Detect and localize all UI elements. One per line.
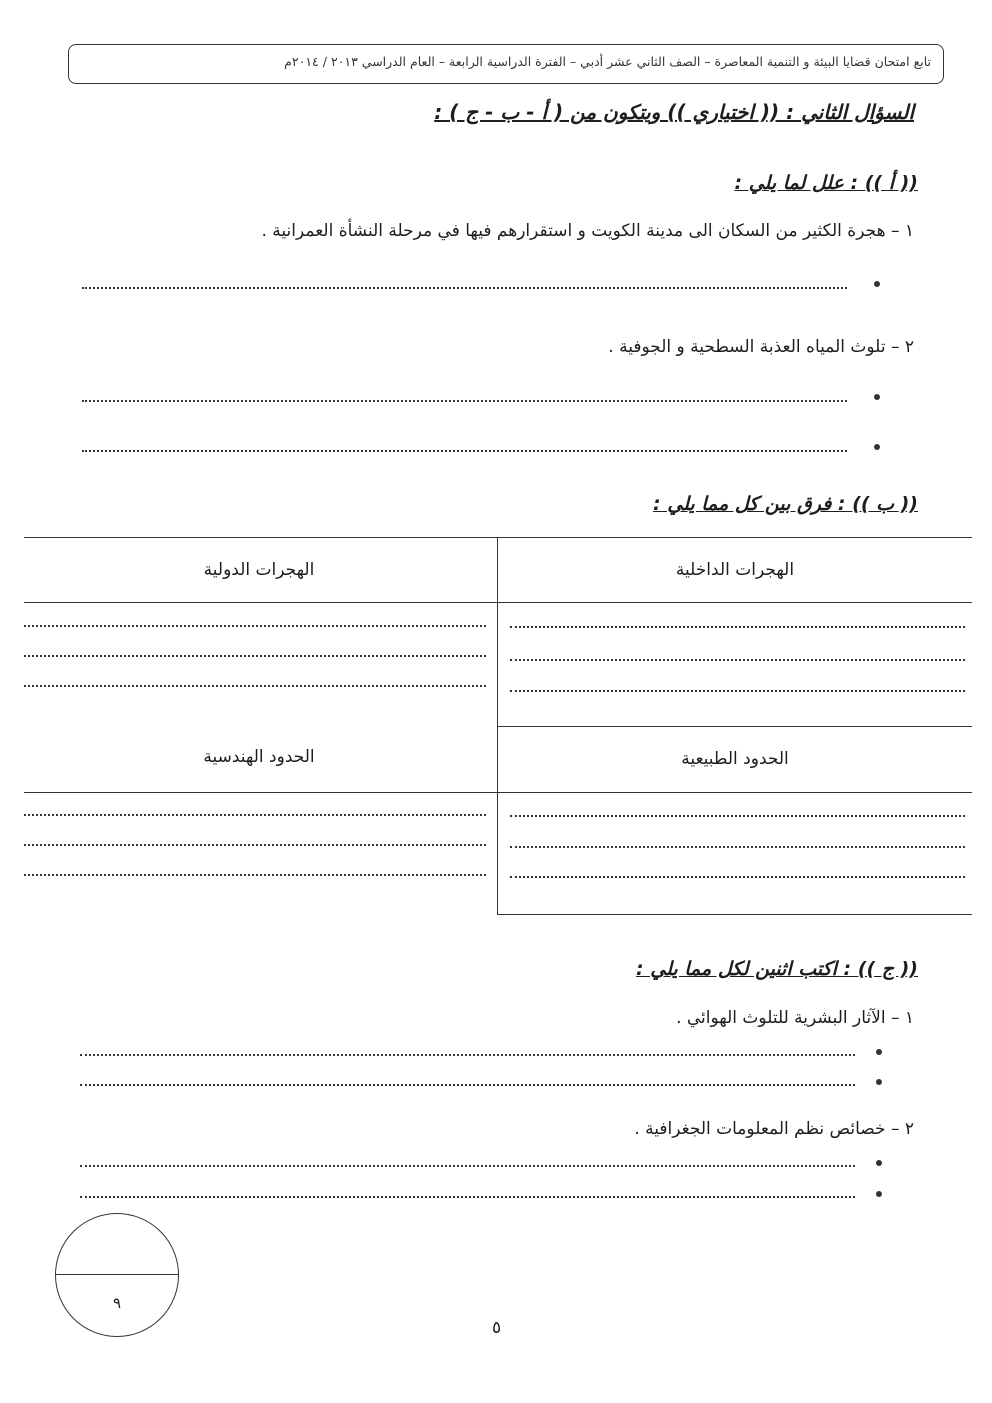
answer-line[interactable] xyxy=(510,846,965,848)
answer-line[interactable] xyxy=(24,685,486,687)
bullet-icon xyxy=(874,281,880,287)
answer-line[interactable] xyxy=(510,690,965,692)
table-border xyxy=(24,602,972,603)
answer-line[interactable] xyxy=(24,625,486,627)
exam-header xyxy=(68,44,944,84)
answer-line[interactable] xyxy=(510,659,965,661)
answer-line[interactable] xyxy=(510,876,965,878)
bullet-icon xyxy=(876,1160,882,1166)
page-number: ٥ xyxy=(492,1318,502,1338)
answer-line[interactable] xyxy=(510,815,965,817)
answer-line[interactable] xyxy=(510,626,965,628)
answer-line[interactable] xyxy=(82,400,847,402)
score-divider xyxy=(56,1274,178,1275)
table-header-international-migration: الهجرات الدولية xyxy=(203,560,315,580)
section-c-question-1: ١ – الآثار البشرية للتلوث الهوائي . xyxy=(676,1008,914,1028)
section-a-title: (( أ )) : علل لما يلي : xyxy=(734,172,918,194)
answer-line[interactable] xyxy=(80,1196,855,1198)
bullet-icon xyxy=(876,1049,882,1055)
section-c-title: (( ج )) : اكتب اثنين لكل مما يلي : xyxy=(636,958,918,980)
score-circle xyxy=(55,1213,179,1337)
section-c-question-2: ٢ – خصائص نظم المعلومات الجغرافية . xyxy=(634,1119,914,1139)
section-b-title: (( ب )) : فرق بين كل مما يلي : xyxy=(653,493,918,515)
table-border xyxy=(497,726,972,727)
bullet-icon xyxy=(874,394,880,400)
answer-line[interactable] xyxy=(24,844,486,846)
answer-line[interactable] xyxy=(24,655,486,657)
table-header-internal-migration: الهجرات الداخلية xyxy=(675,560,795,580)
answer-line[interactable] xyxy=(24,814,486,816)
answer-line[interactable] xyxy=(80,1054,855,1056)
table-border xyxy=(497,914,972,915)
answer-line[interactable] xyxy=(80,1165,855,1167)
section-a-question-2: ٢ – تلوث المياه العذبة السطحية و الجوفية . xyxy=(608,337,914,357)
question-title: السؤال الثاني : (( اختياري )) ويتكون من ( أ - ب - ج ) : xyxy=(434,100,914,124)
table-border xyxy=(24,792,972,793)
answer-line[interactable] xyxy=(82,450,847,452)
table-header-natural-borders: الحدود الطبيعية xyxy=(681,749,789,769)
answer-line[interactable] xyxy=(24,874,486,876)
bullet-icon xyxy=(876,1079,882,1085)
table-header-geometric-borders: الحدود الهندسية xyxy=(203,747,315,767)
bullet-icon xyxy=(874,444,880,450)
answer-line[interactable] xyxy=(82,287,847,289)
exam-header-text: تابع امتحان قضايا البيئة و التنمية المعاصرة – الصف الثاني عشر أدبي – الفترة الدراسية الرابعة – العام الدراسي ٢٠١٣ / ٢٠١٤م xyxy=(284,54,931,69)
score-total: ٩ xyxy=(112,1294,122,1312)
bullet-icon xyxy=(876,1191,882,1197)
table-border xyxy=(24,537,972,538)
section-a-question-1: ١ – هجرة الكثير من السكان الى مدينة الكويت و استقرارهم فيها في مرحلة النشأة العمرانية . xyxy=(261,221,914,241)
answer-line[interactable] xyxy=(80,1084,855,1086)
